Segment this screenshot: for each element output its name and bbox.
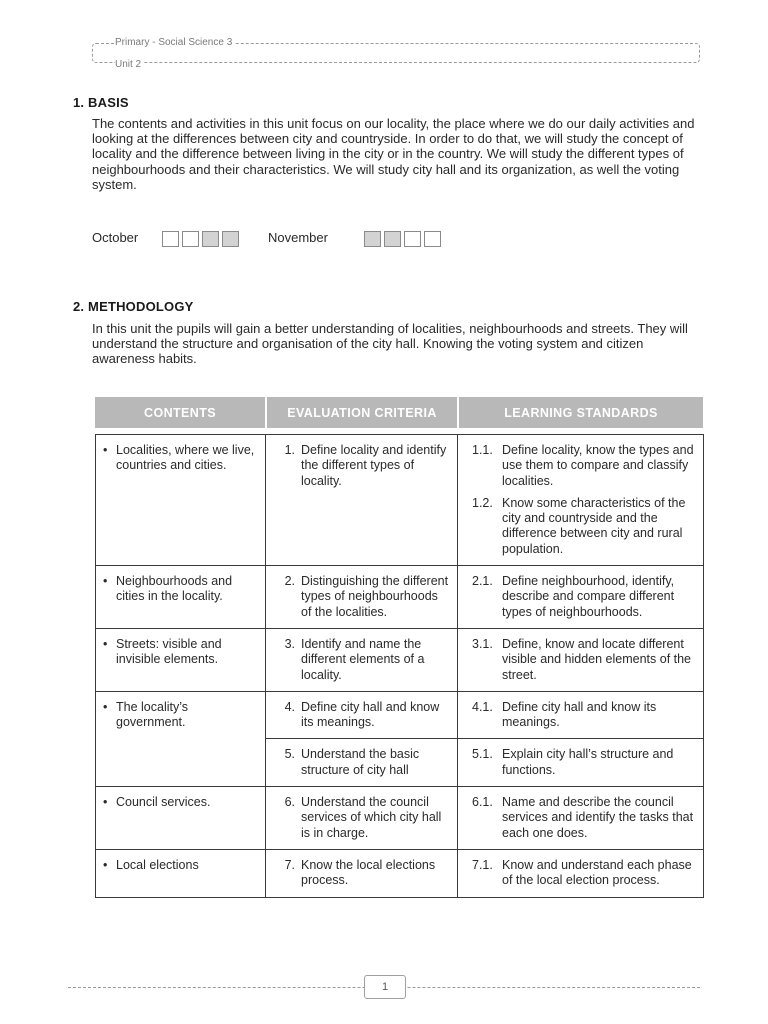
standard-text: Know and understand each phase of the local election process. bbox=[502, 857, 692, 888]
content-cell bbox=[96, 435, 266, 566]
bullet-icon: • bbox=[103, 636, 108, 651]
basis-heading: 1. BASIS bbox=[73, 95, 129, 110]
bullet-icon: • bbox=[103, 795, 108, 810]
page-number: 1 bbox=[364, 975, 406, 999]
standards-cell bbox=[458, 435, 704, 566]
standard-item bbox=[464, 795, 697, 841]
criteria-number: 3. bbox=[284, 636, 295, 651]
week-box bbox=[202, 231, 219, 247]
week-box bbox=[222, 231, 239, 247]
content-text: Neighbourhoods and cities in the locality. bbox=[116, 574, 233, 604]
content-cell bbox=[96, 628, 266, 691]
standards-cell bbox=[458, 691, 704, 739]
criteria-number: 1. bbox=[284, 443, 295, 457]
week-box bbox=[424, 231, 441, 247]
standard-item bbox=[464, 747, 697, 778]
content-cell bbox=[96, 849, 266, 897]
table-row bbox=[96, 691, 704, 739]
standard-item bbox=[464, 637, 697, 683]
standard-text: Name and describe the council services and identify the tasks that each one does. bbox=[502, 795, 694, 840]
standard-text: Define neighbourhood, identify, describe and compare different types of neighbourhoods. bbox=[502, 574, 675, 619]
criteria-cell bbox=[266, 849, 458, 897]
criteria-item bbox=[272, 747, 451, 778]
week-box bbox=[182, 231, 199, 247]
content-item bbox=[102, 574, 259, 605]
week-box bbox=[384, 231, 401, 247]
criteria-number: 6. bbox=[284, 795, 295, 810]
standard-text: Explain city hall’s structure and functions. bbox=[502, 747, 674, 777]
table-row bbox=[96, 849, 704, 897]
standard-item bbox=[464, 574, 697, 620]
standards-cell bbox=[458, 566, 704, 629]
standards-cell bbox=[458, 787, 704, 850]
standard-number: 7.1. bbox=[472, 857, 493, 872]
criteria-text: Distinguishing the different types of neighbourhoods of the localities. bbox=[301, 574, 449, 619]
criteria-cell bbox=[266, 739, 458, 787]
content-text: Localities, where we live, countries and cities. bbox=[116, 443, 255, 473]
content-cell bbox=[96, 566, 266, 629]
bullet-icon: • bbox=[103, 857, 108, 872]
standards-cell bbox=[458, 849, 704, 897]
criteria-item bbox=[272, 443, 451, 489]
header-course-title: Primary - Social Science 3 bbox=[115, 37, 233, 48]
criteria-text: Define locality and identify the different types of locality. bbox=[301, 443, 447, 488]
standard-item bbox=[464, 858, 697, 889]
content-text: The locality’s government. bbox=[116, 699, 189, 730]
table-header-row bbox=[95, 397, 703, 428]
table-row bbox=[96, 566, 704, 629]
header-contents: CONTENTS bbox=[144, 405, 216, 420]
month-october-label: October bbox=[92, 230, 139, 245]
standard-number: 1.2. bbox=[472, 495, 493, 510]
table-row bbox=[96, 628, 704, 691]
content-item bbox=[102, 637, 259, 668]
header-unit-label: Unit 2 bbox=[115, 59, 142, 70]
header-learning-standards: LEARNING STANDARDS bbox=[457, 397, 703, 428]
criteria-cell bbox=[266, 566, 458, 629]
content-text: Streets: visible and invisible elements. bbox=[116, 636, 222, 667]
content-text: Local elections bbox=[116, 857, 199, 872]
content-item bbox=[102, 443, 259, 474]
standard-text: Know some characteristics of the city and countryside and the difference between city and rural population. bbox=[502, 495, 686, 556]
bullet-icon: • bbox=[103, 574, 108, 589]
table-row bbox=[96, 787, 704, 850]
content-item bbox=[102, 795, 259, 810]
table-row bbox=[96, 435, 704, 566]
standard-item bbox=[464, 496, 697, 557]
content-item bbox=[102, 858, 259, 873]
standard-text: Define, know and locate different visible and hidden elements of the street. bbox=[502, 636, 692, 682]
standards-cell bbox=[458, 739, 704, 787]
criteria-text: Define city hall and know its meanings. bbox=[301, 699, 440, 730]
november-week-boxes bbox=[364, 231, 441, 247]
month-november-label: November bbox=[268, 230, 328, 245]
criteria-item bbox=[272, 795, 451, 841]
criteria-cell bbox=[266, 628, 458, 691]
criteria-text: Identify and name the different elements of a locality. bbox=[301, 636, 425, 682]
criteria-cell bbox=[266, 691, 458, 739]
standard-number: 5.1. bbox=[472, 747, 493, 762]
criteria-cell bbox=[266, 435, 458, 566]
standard-number: 6.1. bbox=[472, 795, 493, 810]
week-box bbox=[404, 231, 421, 247]
standard-number: 1.1. bbox=[472, 443, 493, 457]
methodology-paragraph: In this unit the pupils will gain a better understanding of localities, neighbourhoods and streets. They will understand the structure and organisation of the city hall. Knowing the voting system and citizen awareness habits. bbox=[92, 321, 688, 367]
criteria-number: 5. bbox=[284, 747, 295, 762]
standard-text: Define city hall and know its meanings. bbox=[502, 699, 657, 730]
criteria-number: 4. bbox=[284, 699, 295, 714]
bullet-icon: • bbox=[103, 443, 108, 457]
criteria-number: 7. bbox=[284, 857, 295, 872]
content-item bbox=[102, 700, 259, 731]
content-cell bbox=[96, 691, 266, 786]
standards-cell bbox=[458, 628, 704, 691]
content-text: Council services. bbox=[116, 795, 211, 810]
criteria-text: Know the local elections process. bbox=[301, 857, 436, 888]
standard-number: 4.1. bbox=[472, 699, 493, 714]
criteria-item bbox=[272, 700, 451, 731]
standard-number: 3.1. bbox=[472, 636, 493, 651]
criteria-text: Understand the basic structure of city hall bbox=[301, 747, 420, 777]
methodology-heading: 2. METHODOLOGY bbox=[73, 299, 194, 314]
standard-item bbox=[464, 700, 697, 731]
criteria-cell bbox=[266, 787, 458, 850]
content-cell bbox=[96, 787, 266, 850]
basis-paragraph: The contents and activities in this unit focus on our locality, the place where we do our daily activities and looking at the differences between city and countryside. In order to do that, we will study the concept of locality and the difference between living in the city or in the country. We will study the different types of neighbourhoods and their characteristics. We will study city hall and its organization, as well the voting system. bbox=[92, 116, 695, 192]
bullet-icon: • bbox=[103, 699, 108, 714]
criteria-text: Understand the council services of which city hall is in charge. bbox=[301, 795, 442, 840]
header-evaluation-criteria: EVALUATION CRITERIA bbox=[265, 397, 457, 428]
standard-number: 2.1. bbox=[472, 574, 493, 589]
criteria-item bbox=[272, 637, 451, 683]
standard-item bbox=[464, 443, 697, 489]
week-box bbox=[364, 231, 381, 247]
curriculum-table bbox=[95, 434, 704, 898]
standard-text: Define locality, know the types and use them to compare and classify localities. bbox=[502, 443, 694, 488]
october-week-boxes bbox=[162, 231, 239, 247]
week-box bbox=[162, 231, 179, 247]
criteria-number: 2. bbox=[284, 574, 295, 589]
criteria-item bbox=[272, 858, 451, 889]
criteria-item bbox=[272, 574, 451, 620]
